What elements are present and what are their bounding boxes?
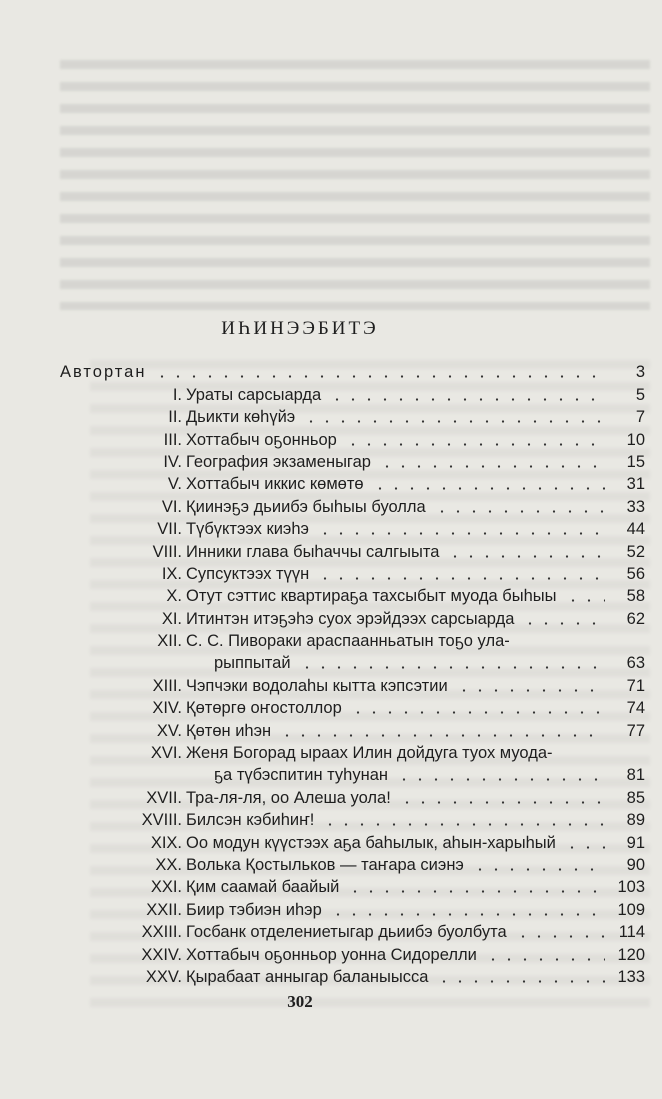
chapter-number: XV. xyxy=(156,721,182,740)
chapter-number: III. xyxy=(163,430,182,449)
entry-page: 3 xyxy=(635,363,645,382)
entry-title: Женя Богорад ыраах Илин дойдуга туох муода- xyxy=(186,744,553,763)
entry-page: 52 xyxy=(626,542,645,561)
dot-leader xyxy=(347,890,605,893)
toc-entry xyxy=(60,607,645,629)
table-of-contents xyxy=(60,361,645,988)
entry-page: 109 xyxy=(617,900,645,919)
entry-page: 62 xyxy=(626,609,645,628)
toc-entry xyxy=(60,742,645,764)
toc-entry xyxy=(60,831,645,853)
toc-entry xyxy=(60,876,645,898)
page-title: ИҺИНЭЭБИТЭ xyxy=(221,318,379,339)
entry-page: 114 xyxy=(618,923,645,942)
bleed-through-text xyxy=(60,60,650,310)
toc-entry xyxy=(60,697,645,719)
toc-entry xyxy=(60,943,645,965)
dot-leader xyxy=(396,778,605,781)
toc-entry xyxy=(60,495,645,517)
toc-entry xyxy=(60,428,645,450)
chapter-number: XIX. xyxy=(150,833,182,852)
entry-page: 81 xyxy=(626,766,645,785)
dot-leader xyxy=(154,375,605,378)
dot-leader xyxy=(345,443,605,446)
entry-page: 63 xyxy=(626,654,645,673)
toc-entry xyxy=(60,518,645,540)
chapter-number: VIII. xyxy=(152,542,182,561)
entry-page: 33 xyxy=(626,497,645,516)
dot-leader xyxy=(279,734,605,737)
chapter-number: XII. xyxy=(157,632,182,651)
dot-leader xyxy=(456,689,605,692)
entry-page: 56 xyxy=(626,564,645,583)
toc-entry xyxy=(60,854,645,876)
entry-title: Биир тэбиэн иһэр xyxy=(186,900,322,919)
toc-entry xyxy=(60,786,645,808)
chapter-number: XXII. xyxy=(146,900,182,919)
entry-title: С. С. Пивораки араспаанньатын тоҕо ула- xyxy=(186,632,510,651)
toc-entry-continuation xyxy=(60,652,645,674)
toc-entry xyxy=(60,540,645,562)
entry-title: рыппытай xyxy=(214,654,291,673)
entry-page: 133 xyxy=(617,967,645,986)
chapter-number: XVI. xyxy=(150,744,182,763)
entry-page: 89 xyxy=(626,811,645,830)
dot-leader xyxy=(379,465,605,468)
dot-leader xyxy=(329,398,605,401)
toc-entry xyxy=(60,473,645,495)
chapter-number: XX. xyxy=(155,855,182,874)
dot-leader xyxy=(565,599,605,602)
toc-entry xyxy=(60,809,645,831)
page-number: 302 xyxy=(287,992,313,1011)
entry-title: ҕа түбэспитин туһунан xyxy=(214,766,388,785)
entry-title: Қөтөн иһэн xyxy=(186,721,272,740)
toc-entry-continuation xyxy=(60,764,645,786)
chapter-number: IV. xyxy=(163,452,182,471)
entry-title: Қырабаат анныгар баланыысса xyxy=(186,967,429,986)
chapter-number: VI. xyxy=(161,497,182,516)
dot-leader xyxy=(330,913,605,916)
dot-leader xyxy=(485,958,605,961)
entry-title: Хоттабыч иккис көмөтө xyxy=(186,475,364,494)
entry-page: 58 xyxy=(626,587,645,606)
entry-title: Инники глава быһаччы салгыыта xyxy=(186,542,440,561)
dot-leader xyxy=(564,846,605,849)
dot-leader xyxy=(317,532,605,535)
toc-entry xyxy=(60,406,645,428)
entry-title: Қим саамай баайый xyxy=(186,878,340,897)
entry-title: Дьикти көһүйэ xyxy=(186,408,296,427)
dot-leader xyxy=(317,577,605,580)
toc-entry xyxy=(60,383,645,405)
entry-title: Волька Қостыльков — таҥара сиэнэ xyxy=(186,855,464,874)
entry-title: Хоттабыч оҕонньор xyxy=(186,430,337,449)
entry-title: Автортан xyxy=(60,363,147,382)
dot-leader xyxy=(522,622,605,625)
dot-leader xyxy=(303,420,605,423)
chapter-number: XIII. xyxy=(152,676,182,695)
entry-page: 71 xyxy=(626,676,645,695)
entry-title: Хоттабыч оҕонньор уонна Сидорелли xyxy=(186,945,477,964)
toc-entry xyxy=(60,719,645,741)
entry-page: 103 xyxy=(617,878,645,897)
entry-title: Итинтэн итэҕэһэ суох эрэйдээх сарсыарда xyxy=(186,609,515,628)
chapter-number: IX. xyxy=(161,564,182,583)
entry-title: География экзаменыгар xyxy=(186,452,371,471)
toc-entry xyxy=(60,921,645,943)
entry-page: 91 xyxy=(626,833,645,852)
entry-title: Госбанк отделениетыгар дьиибэ буолбута xyxy=(186,923,507,942)
chapter-number: VII. xyxy=(157,520,182,539)
toc-entry xyxy=(60,451,645,473)
entry-page: 31 xyxy=(626,475,645,494)
dot-leader xyxy=(399,801,605,804)
entry-title: Оо модун күүстээх аҕа баһылык, аһын-харыһый xyxy=(186,833,556,852)
toc-entry xyxy=(60,563,645,585)
chapter-number: XXIII. xyxy=(141,923,182,942)
entry-page: 10 xyxy=(626,430,645,449)
entry-page: 7 xyxy=(635,408,645,427)
dot-leader xyxy=(447,555,605,558)
dot-leader xyxy=(515,935,605,938)
entry-page: 5 xyxy=(635,385,645,404)
entry-page: 74 xyxy=(626,699,645,718)
chapter-number: V. xyxy=(167,475,182,494)
dot-leader xyxy=(299,666,605,669)
toc-entry xyxy=(60,630,645,652)
dot-leader xyxy=(436,980,605,983)
entry-page: 90 xyxy=(626,855,645,874)
dot-leader xyxy=(372,487,605,490)
entry-title: Түбүктээх киэһэ xyxy=(186,520,309,539)
chapter-number: XI. xyxy=(161,609,182,628)
toc-entry xyxy=(60,674,645,696)
chapter-number: X. xyxy=(166,587,182,606)
chapter-number: XXI. xyxy=(150,878,182,897)
toc-entry xyxy=(60,898,645,920)
entry-page: 15 xyxy=(626,452,645,471)
toc-entry-preface xyxy=(60,361,645,383)
chapter-number: XXV. xyxy=(145,967,182,986)
chapter-number: XVII. xyxy=(146,788,182,807)
entry-page: 44 xyxy=(626,520,645,539)
toc-entry xyxy=(60,966,645,988)
chapter-number: XVIII. xyxy=(141,811,182,830)
dot-leader xyxy=(434,510,605,513)
entry-title: Ураты сарсыарда xyxy=(186,385,322,404)
entry-title: Супсуктээх түүн xyxy=(186,564,310,583)
chapter-number: II. xyxy=(168,408,182,427)
entry-page: 77 xyxy=(626,721,645,740)
entry-title: Чэпчэки водолаһы кытта кэпсэтии xyxy=(186,676,448,695)
dot-leader xyxy=(322,823,605,826)
chapter-number: I. xyxy=(172,385,182,404)
chapter-number: XIV. xyxy=(152,699,182,718)
entry-title: Отут сэттис квартираҕа тахсыбыт муода быһыы xyxy=(186,587,557,606)
entry-title: Қөтөргө оҥостоллор xyxy=(186,699,342,718)
dot-leader xyxy=(472,868,605,871)
dot-leader xyxy=(350,711,605,714)
entry-page: 85 xyxy=(626,788,645,807)
entry-title: Билсэн кэбиһиҥ! xyxy=(186,811,315,830)
toc-entry xyxy=(60,585,645,607)
entry-page: 120 xyxy=(617,945,645,964)
entry-title: Қиинэҕэ дьиибэ быһыы буолла xyxy=(186,497,426,516)
chapter-number: XXIV. xyxy=(141,945,182,964)
entry-title: Тра-ля-ля, оо Алеша уола! xyxy=(186,788,391,807)
